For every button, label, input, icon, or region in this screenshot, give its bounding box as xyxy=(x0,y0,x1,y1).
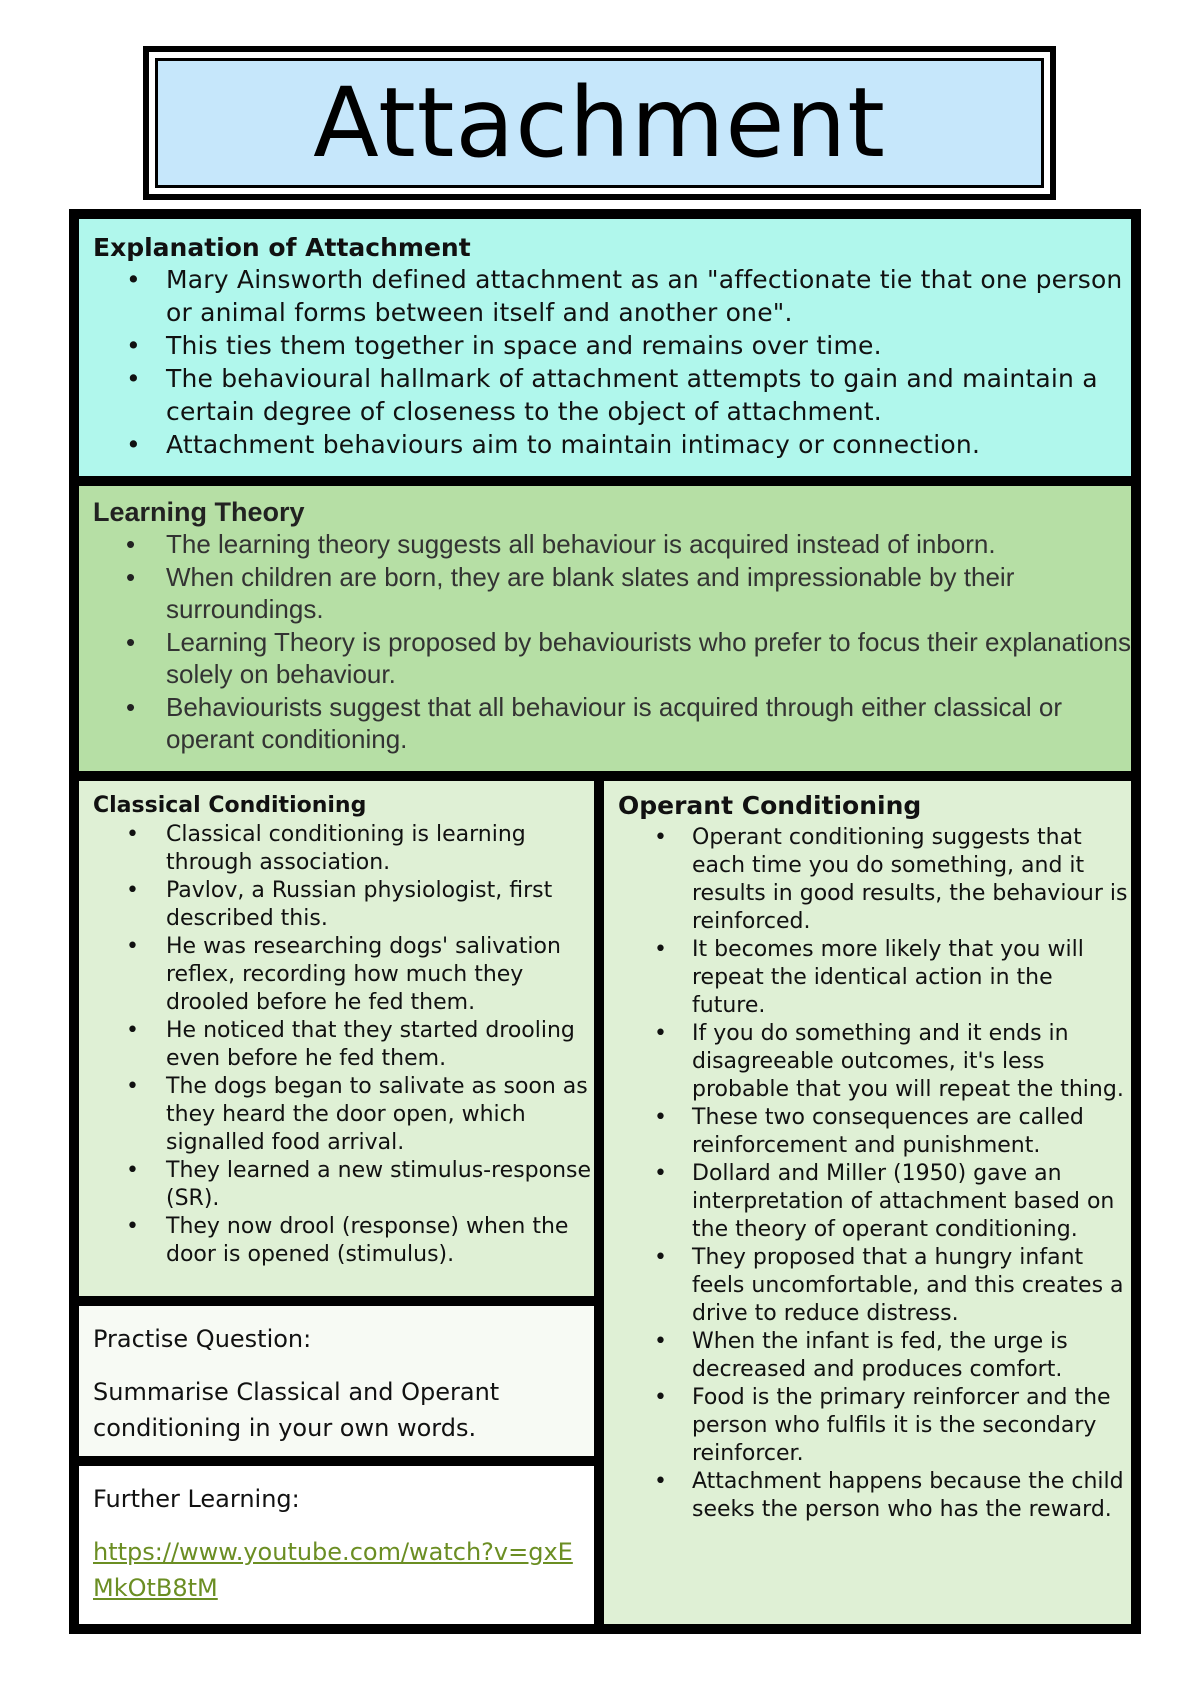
title-box xyxy=(143,46,1056,200)
list-item: • Dollard and Miller (1950) gave an interpretation of attachment based on the theory of operant conditioning. xyxy=(692,1160,1131,1244)
page-title: Attachment xyxy=(313,67,886,179)
learning-theory-panel xyxy=(79,486,1131,771)
list-item: • Operant conditioning suggests that each time you do something, and it results in good results, the behaviour is reinforced. xyxy=(692,824,1131,936)
classical-conditioning-list xyxy=(93,819,594,1269)
list-item: • When children are born, they are blank slates and impressionable by their surroundings. xyxy=(166,561,1131,626)
list-item: • The dogs began to salivate as soon as they heard the door open, which signalled food arrival. xyxy=(166,1073,594,1157)
list-item: • Mary Ainsworth defined attachment as an "affectionate tie that one person or animal forms between itself and another one". xyxy=(166,263,1131,329)
list-item: • Learning Theory is proposed by behaviourists who prefer to focus their explanations solely on behaviour. xyxy=(166,626,1131,691)
practise-question-text: Summarise Classical and Operant conditioning in your own words. xyxy=(93,1378,500,1442)
list-item: • It becomes more likely that you will repeat the identical action in the future. xyxy=(692,936,1131,1020)
practise-question-panel xyxy=(79,1306,594,1456)
operant-conditioning-heading: Operant Conditioning xyxy=(618,791,922,820)
list-item: • These two consequences are called reinforcement and punishment. xyxy=(692,1104,1131,1160)
list-item: • Attachment behaviours aim to maintain intimacy or connection. xyxy=(166,428,1131,461)
list-item: • The learning theory suggests all behaviour is acquired instead of inborn. xyxy=(166,528,1131,561)
list-item: • He noticed that they started drooling even before he fed them. xyxy=(166,1017,594,1073)
title-inner xyxy=(155,58,1044,188)
further-learning-label: Further Learning: xyxy=(93,1485,300,1513)
list-item: • They learned a new stimulus-response (SR). xyxy=(166,1157,594,1213)
explanation-panel xyxy=(79,219,1131,476)
list-item: • Pavlov, a Russian physiologist, first described this. xyxy=(166,877,594,933)
operant-conditioning-panel xyxy=(604,781,1131,1624)
classical-conditioning-panel xyxy=(79,781,594,1296)
list-item: • When the infant is fed, the urge is decreased and produces comfort. xyxy=(692,1328,1131,1384)
youtube-link[interactable]: https://www.youtube.com/watch?v=gxEMkOtB8tM xyxy=(93,1538,573,1602)
list-item: • This ties them together in space and remains over time. xyxy=(166,329,1131,362)
further-learning-panel xyxy=(79,1466,594,1624)
practise-question-label: Practise Question: xyxy=(93,1325,312,1353)
learning-theory-heading: Learning Theory xyxy=(93,497,305,527)
explanation-list xyxy=(93,263,1131,461)
list-item: • If you do something and it ends in disagreeable outcomes, it's less probable that you will repeat the thing. xyxy=(692,1020,1131,1104)
list-item: • Classical conditioning is learning through association. xyxy=(166,821,594,877)
classical-conditioning-heading: Classical Conditioning xyxy=(93,793,367,818)
operant-conditioning-list xyxy=(618,821,1131,1524)
list-item: • They proposed that a hungry infant feels uncomfortable, and this creates a drive to reduce distress. xyxy=(692,1244,1131,1328)
list-item: • The behavioural hallmark of attachment attempts to gain and maintain a certain degree of closeness to the object of attachment. xyxy=(166,362,1131,428)
learning-theory-list xyxy=(93,528,1131,756)
explanation-heading: Explanation of Attachment xyxy=(93,233,471,262)
list-item: • He was researching dogs' salivation reflex, recording how much they drooled before he fed them. xyxy=(166,933,594,1017)
list-item: • Food is the primary reinforcer and the person who fulfils it is the secondary reinforcer. xyxy=(692,1384,1131,1468)
list-item: • Behaviourists suggest that all behaviour is acquired through either classical or operant conditioning. xyxy=(166,691,1131,756)
list-item: • They now drool (response) when the door is opened (stimulus). xyxy=(166,1213,594,1269)
list-item: • Attachment happens because the child seeks the person who has the reward. xyxy=(692,1468,1131,1524)
content-frame xyxy=(69,209,1141,1634)
